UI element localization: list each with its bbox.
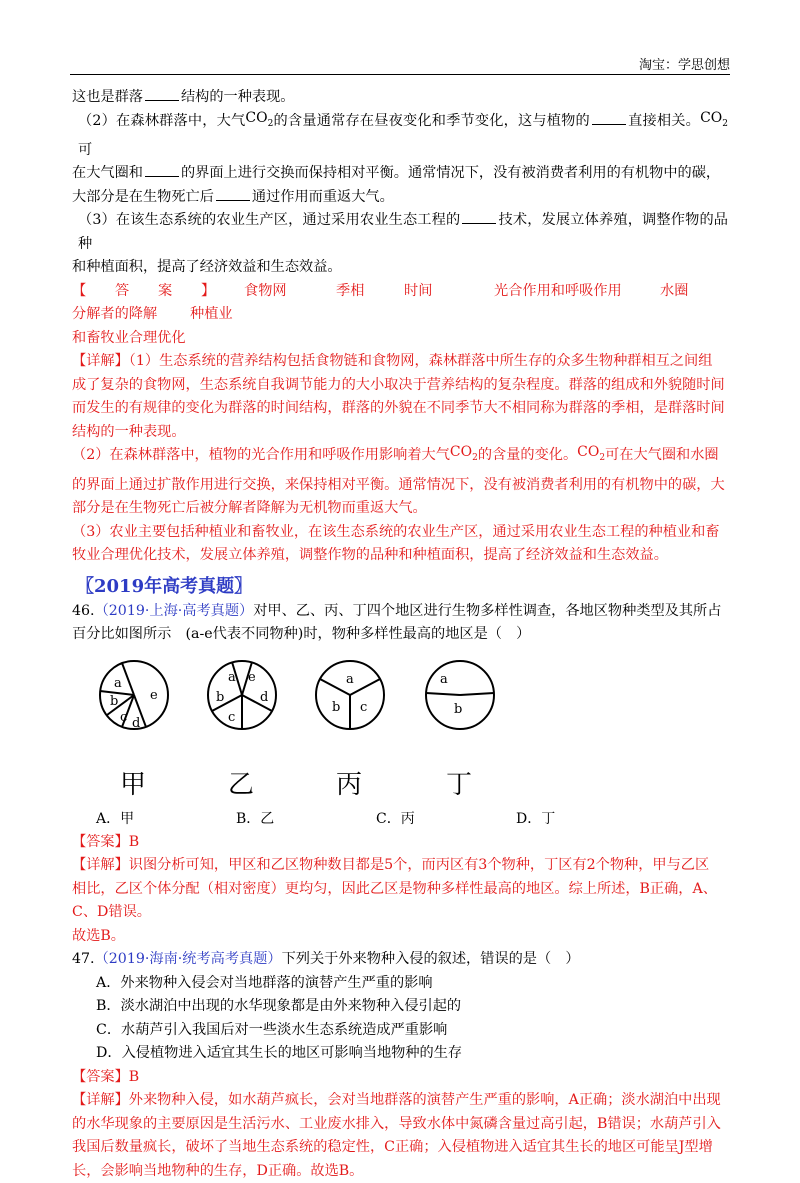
text: 的含量的变化。 xyxy=(477,447,578,464)
text: 直接相关。 xyxy=(627,112,701,129)
text: 通过作用而重返大气。 xyxy=(251,188,394,205)
pie-yi-label-a: a xyxy=(228,669,236,685)
detail-label: 【详解】 xyxy=(72,1092,129,1109)
q47-option-d[interactable]: D．入侵植物进入适宜其生长的地区可影响当地物种的生存 xyxy=(96,1045,463,1062)
document-body xyxy=(72,86,728,1183)
q46-detail-1 xyxy=(72,854,728,878)
answer-label: 【答案】 xyxy=(72,1068,129,1085)
prev-detail-3b: 牧业合理优化技术，发展立体养殖，调整作物的品种和种植面积，提高了经济效益和生态效益。 xyxy=(72,547,668,564)
q46-option-c[interactable]: C．丙 xyxy=(376,810,415,827)
prev-line-3 xyxy=(72,162,728,186)
text: 识图分析可知，甲区和乙区物种数目都是5个，而丙区有3个物种，丁区有2个物种，甲与乙区 xyxy=(128,857,710,874)
question-source: （2019·上海·高考真题） xyxy=(94,602,254,619)
pie-jia-label-d: d xyxy=(132,715,141,731)
figure-label-yi: 乙 xyxy=(228,769,255,800)
pie-ding-label-a: a xyxy=(440,671,448,687)
text: （1）生态系统的营养结构包括食物链和食物网，森林群落中所生存的众多生物种群相互之间组 xyxy=(128,353,713,370)
pie-ding-label-b: b xyxy=(454,701,463,717)
text: 下列关于外来物种入侵的叙述，错误的是（ ） xyxy=(281,951,580,968)
pie-yi-label-d: d xyxy=(260,689,269,705)
q47-stem xyxy=(72,948,728,972)
text: 对甲、乙、丙、丁四个地区进行生物多样性调查，各地区物种类型及其所占 xyxy=(253,602,722,619)
prev-detail-3: （3）农业主要包括种植业和畜牧业，在该生态系统的农业生产区，通过采用农业生态工程的种植业和畜 xyxy=(72,523,720,540)
q47-option-c[interactable]: C．水葫芦引入我国后对一些淡水生态系统造成严重影响 xyxy=(96,1021,448,1038)
q46-stem-1 xyxy=(72,600,728,624)
pie-jia-label-e: e xyxy=(150,687,158,703)
q46-detail-3: C、D错误。 xyxy=(72,904,151,921)
answer-item: 水圈 xyxy=(660,282,689,299)
text: 外来物种入侵，如水葫芦疯长，会对当地群落的演替产生严重的影响，A正确；淡水湖泊中出现 xyxy=(128,1092,721,1109)
q46-option-b[interactable]: B．乙 xyxy=(236,810,275,827)
pie-yi-label-c: c xyxy=(228,709,236,725)
pie-bing-label-a: a xyxy=(346,671,354,687)
q46-option-d[interactable]: D．丁 xyxy=(516,810,556,827)
text: 的含量通常存在昼夜变化和季节变化，这与植物的 xyxy=(273,112,590,129)
prev-detail-1 xyxy=(72,350,728,374)
text: 技术，发展立体养殖，调整作物的品种 xyxy=(78,212,728,252)
pie-jia-label-a: a xyxy=(114,675,122,691)
answer-blank xyxy=(462,211,496,224)
prev-detail-2c: 部分是在生物死亡后被分解者降解为无机物而重返大气。 xyxy=(72,500,427,517)
header-text: 淘宝：学思创想 xyxy=(638,58,730,73)
q47-detail-4: 长，会影响当地物种的生存，D正确。故选B。 xyxy=(72,1162,364,1179)
prev-line-6: 和种植面积，提高了经济效益和生态效益。 xyxy=(72,259,342,276)
figure-label-ding: 丁 xyxy=(446,769,473,800)
text: 的界面上进行交换而保持相对平衡。通常情况下，没有被消费者利用的有机物中的碳， xyxy=(180,165,721,182)
q47-detail-3: 我国后数量疯长，破坏了当地生态系统的稳定性，C正确；入侵植物进入适宜其生长的地区可能呈J型增 xyxy=(72,1139,713,1156)
text: 可 xyxy=(78,141,93,158)
prev-detail-2b: 的界面上通过扩散作用进行交换，来保持相对平衡。通常情况下，没有被消费者利用的有机物中的碳，大 xyxy=(72,476,725,493)
detail-label: 【详解】 xyxy=(72,857,129,874)
text: （2）在森林群落中，大气 xyxy=(78,112,246,129)
prev-detail-1c: 而发生的有规律的变化为群落的时间结构，群落的外貌在不同季节大不相同称为群落的季相，是群落时间 xyxy=(72,400,725,417)
question-number: 46. xyxy=(72,602,95,619)
answer-item: 时间 xyxy=(404,282,433,299)
pie-bing-label-b: b xyxy=(332,699,341,715)
q46-stem-2: 百分比如图所示 (a-e代表不同物种)时，物种多样性最高的地区是（ ） xyxy=(72,626,531,643)
answer-blank xyxy=(145,164,179,177)
answer-blank xyxy=(592,112,626,125)
co2-formula: $CO_2$ xyxy=(449,444,478,464)
q46-answer xyxy=(72,831,728,855)
pie-yi-label-e: e xyxy=(248,669,256,685)
text: （2）在森林群落中，植物的光合作用和呼吸作用影响着大气 xyxy=(72,447,450,464)
prev-line-2 xyxy=(72,110,728,163)
q46-option-a[interactable]: A．甲 xyxy=(96,810,135,827)
prev-detail-2 xyxy=(72,444,728,473)
q47-option-b[interactable]: B．淡水湖泊中出现的水华现象都是由外来物种入侵引起的 xyxy=(96,998,462,1015)
answer-label: 【答案】 xyxy=(72,833,129,850)
co2-formula: $CO_2$ xyxy=(700,109,728,129)
co2-formula: $CO_2$ xyxy=(245,109,274,129)
answer-blank xyxy=(216,188,250,201)
answer-item: 季相 xyxy=(336,282,365,299)
pie-yi-label-b: b xyxy=(216,689,225,705)
text: 结构的一种表现。 xyxy=(180,89,295,105)
answer-item: 光合作用和呼吸作用 xyxy=(494,282,622,299)
pie-jia-label-b: b xyxy=(110,693,119,709)
prev-answer-line-2: 和畜牧业合理优化 xyxy=(72,329,186,346)
figure-label-bing: 丙 xyxy=(336,769,363,800)
figure-label-jia: 甲 xyxy=(120,769,147,800)
prev-line-5 xyxy=(72,209,728,256)
pie-figures-svg xyxy=(92,653,512,803)
header-divider xyxy=(70,74,730,75)
q46-pie-figures xyxy=(72,653,728,803)
text: 这也是群落 xyxy=(72,89,143,105)
answer-item: 分解者的降解 xyxy=(72,306,158,323)
text: （3）在该生态系统的农业生产区，通过采用农业生态工程的 xyxy=(78,212,461,229)
question-number: 47. xyxy=(72,951,95,968)
q46-detail-4: 故选B。 xyxy=(72,927,125,944)
prev-answer-line-1 xyxy=(72,280,728,327)
prev-line-1 xyxy=(72,86,728,110)
q46-options xyxy=(72,807,728,831)
answer-value: B xyxy=(128,1068,140,1085)
answer-label: 【答案】 xyxy=(72,282,244,299)
pie-ding xyxy=(426,661,494,729)
pie-jia-label-c: c xyxy=(120,709,128,725)
question-source: （2019·海南·统考高考真题） xyxy=(94,951,282,968)
answer-blank xyxy=(145,88,179,101)
q47-detail-2: 的水华现象的主要原因是生活污水、工业废水排入，导致水体中氮磷含量过高引起，B错误；水葫芦引入 xyxy=(72,1115,721,1132)
answer-value: B xyxy=(128,833,140,850)
prev-detail-1b: 成了复杂的食物网，生态系统自我调节能力的大小取决于营养结构的复杂程度。群落的组成和外貌随时间 xyxy=(72,376,725,393)
co2-formula: $CO_2$ xyxy=(577,444,606,464)
detail-label: 【详解】 xyxy=(72,353,129,370)
text: 在大气圈和 xyxy=(72,165,143,182)
q46-detail-2: 相比，乙区个体分配（相对密度）更均匀，因此乙区是物种多样性最高的地区。综上所述，B正确，A、 xyxy=(72,880,717,897)
q47-answer xyxy=(72,1066,728,1090)
q47-option-a[interactable]: A．外来物种入侵会对当地群落的演替产生严重的影响 xyxy=(96,974,433,991)
answer-item: 种植业 xyxy=(190,306,233,323)
prev-line-4 xyxy=(72,186,728,210)
prev-detail-1d: 结构的一种表现。 xyxy=(72,423,186,440)
section-title: 〖2019年高考真题〗 xyxy=(76,575,253,597)
q47-detail-1 xyxy=(72,1089,728,1113)
answer-item: 食物网 xyxy=(244,282,287,299)
text: 大部分是在生物死亡后 xyxy=(72,188,214,205)
pie-bing-label-c: c xyxy=(360,699,368,715)
text: 可在大气圈和水圈 xyxy=(605,447,719,464)
